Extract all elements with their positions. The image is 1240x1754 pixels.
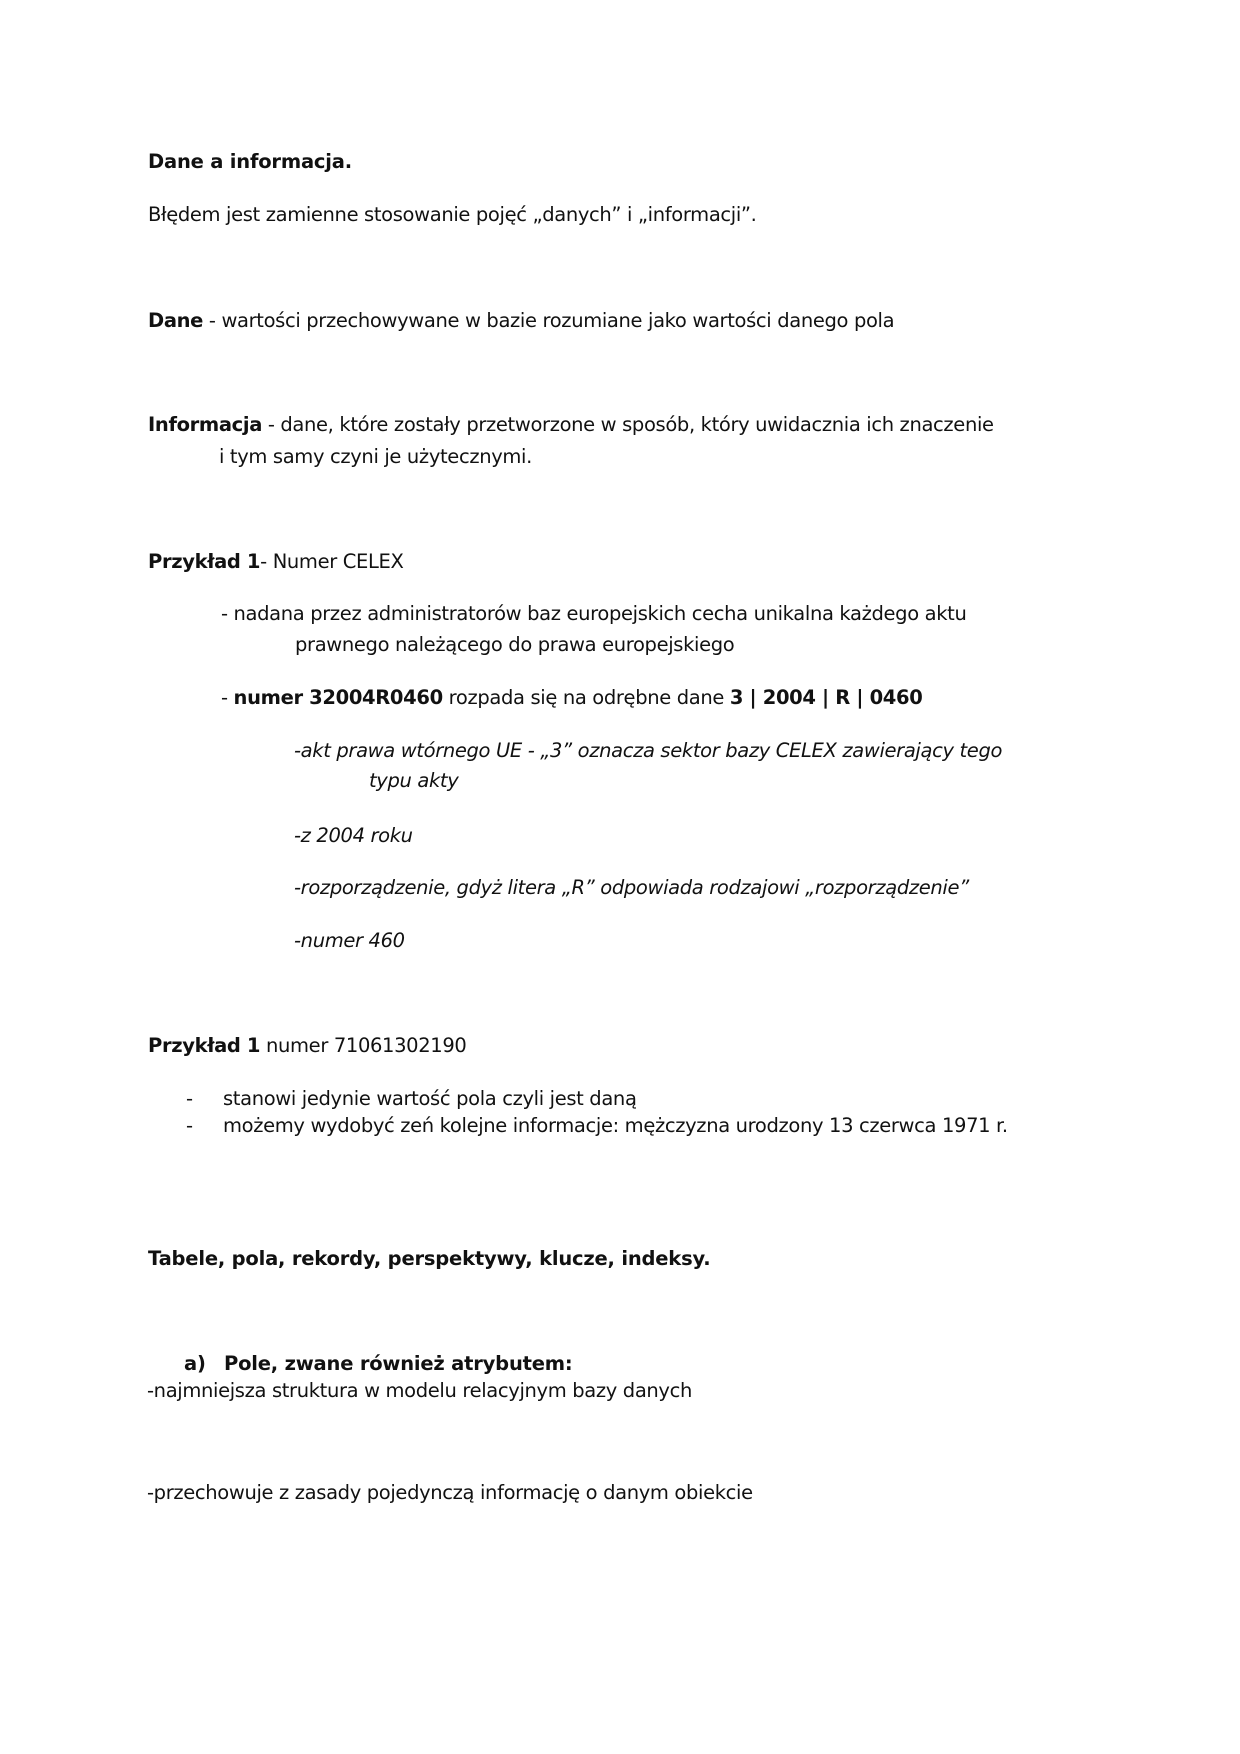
intro-paragraph: Błędem jest zamienne stosowanie pojęć „danych” i „informacji”. (148, 203, 757, 226)
example-number-title: numer 71061302190 (260, 1034, 467, 1057)
subsection-a-point-1: -najmniejsza struktura w modelu relacyjnym bazy danych (147, 1379, 692, 1402)
example-celex-bullet1-line1: - nadana przez administratorów baz europejskich cecha unikalna każdego aktu (221, 602, 967, 625)
example-celex-title: - Numer CELEX (260, 550, 404, 573)
celex-number: numer 32004R0460 (233, 686, 443, 709)
example-number-bullet2-text: możemy wydobyć zeń kolejne informacje: mężczyzna urodzony 13 czerwca 1971 r. (223, 1114, 1008, 1137)
definition-dane (148, 309, 894, 333)
term-dane: Dane (148, 309, 204, 332)
definition-informacja-continuation: i tym samy czyni je użytecznymi. (219, 445, 532, 468)
celex-detail-year: -z 2004 roku (294, 824, 413, 847)
subsection-a-title: Pole, zwane również atrybutem: (224, 1352, 573, 1375)
celex-detail-sector-line2: typu akty (369, 769, 459, 792)
example-number-label: Przykład 1 (148, 1034, 261, 1057)
section-heading-dane-a-informacja: Dane a informacja. (148, 150, 352, 173)
definition-dane-text: - wartości przechowywane w bazie rozumiane jako wartości danego pola (203, 309, 895, 332)
example-celex-bullet1-line2: prawnego należącego do prawa europejskiego (295, 633, 735, 656)
celex-breakdown: 3 | 2004 | R | 0460 (729, 686, 923, 709)
bullet2-text: rozpada się na odrębne dane (442, 686, 730, 709)
bullet2-dash: - (221, 686, 234, 709)
example-celex-heading (148, 550, 403, 574)
example-number-bullet2-marker: - (186, 1114, 193, 1137)
definition-informacja-text: - dane, które zostały przetworzone w sposób, który uwidacznia ich znaczenie (262, 413, 994, 436)
example-celex-label: Przykład 1 (148, 550, 261, 573)
section-heading-tabele: Tabele, pola, rekordy, perspektywy, klucze, indeksy. (148, 1247, 711, 1270)
subsection-a-marker: a) (184, 1352, 206, 1375)
example-number-bullet1-marker: - (186, 1087, 193, 1110)
example-number-bullet1-text: stanowi jedynie wartość pola czyli jest daną (223, 1087, 637, 1110)
definition-informacja (148, 413, 994, 437)
subsection-a-point-2: -przechowuje z zasady pojedynczą informację o danym obiekcie (147, 1481, 753, 1504)
celex-detail-number: -numer 460 (294, 929, 405, 952)
example-celex-bullet2 (221, 686, 922, 710)
example-number-heading (148, 1034, 466, 1058)
celex-detail-type: -rozporządzenie, gdyż litera „R” odpowiada rodzajowi „rozporządzenie” (294, 876, 969, 899)
term-informacja: Informacja (148, 413, 263, 436)
celex-detail-sector-line1: -akt prawa wtórnego UE - „3” oznacza sektor bazy CELEX zawierający tego (294, 739, 1003, 762)
